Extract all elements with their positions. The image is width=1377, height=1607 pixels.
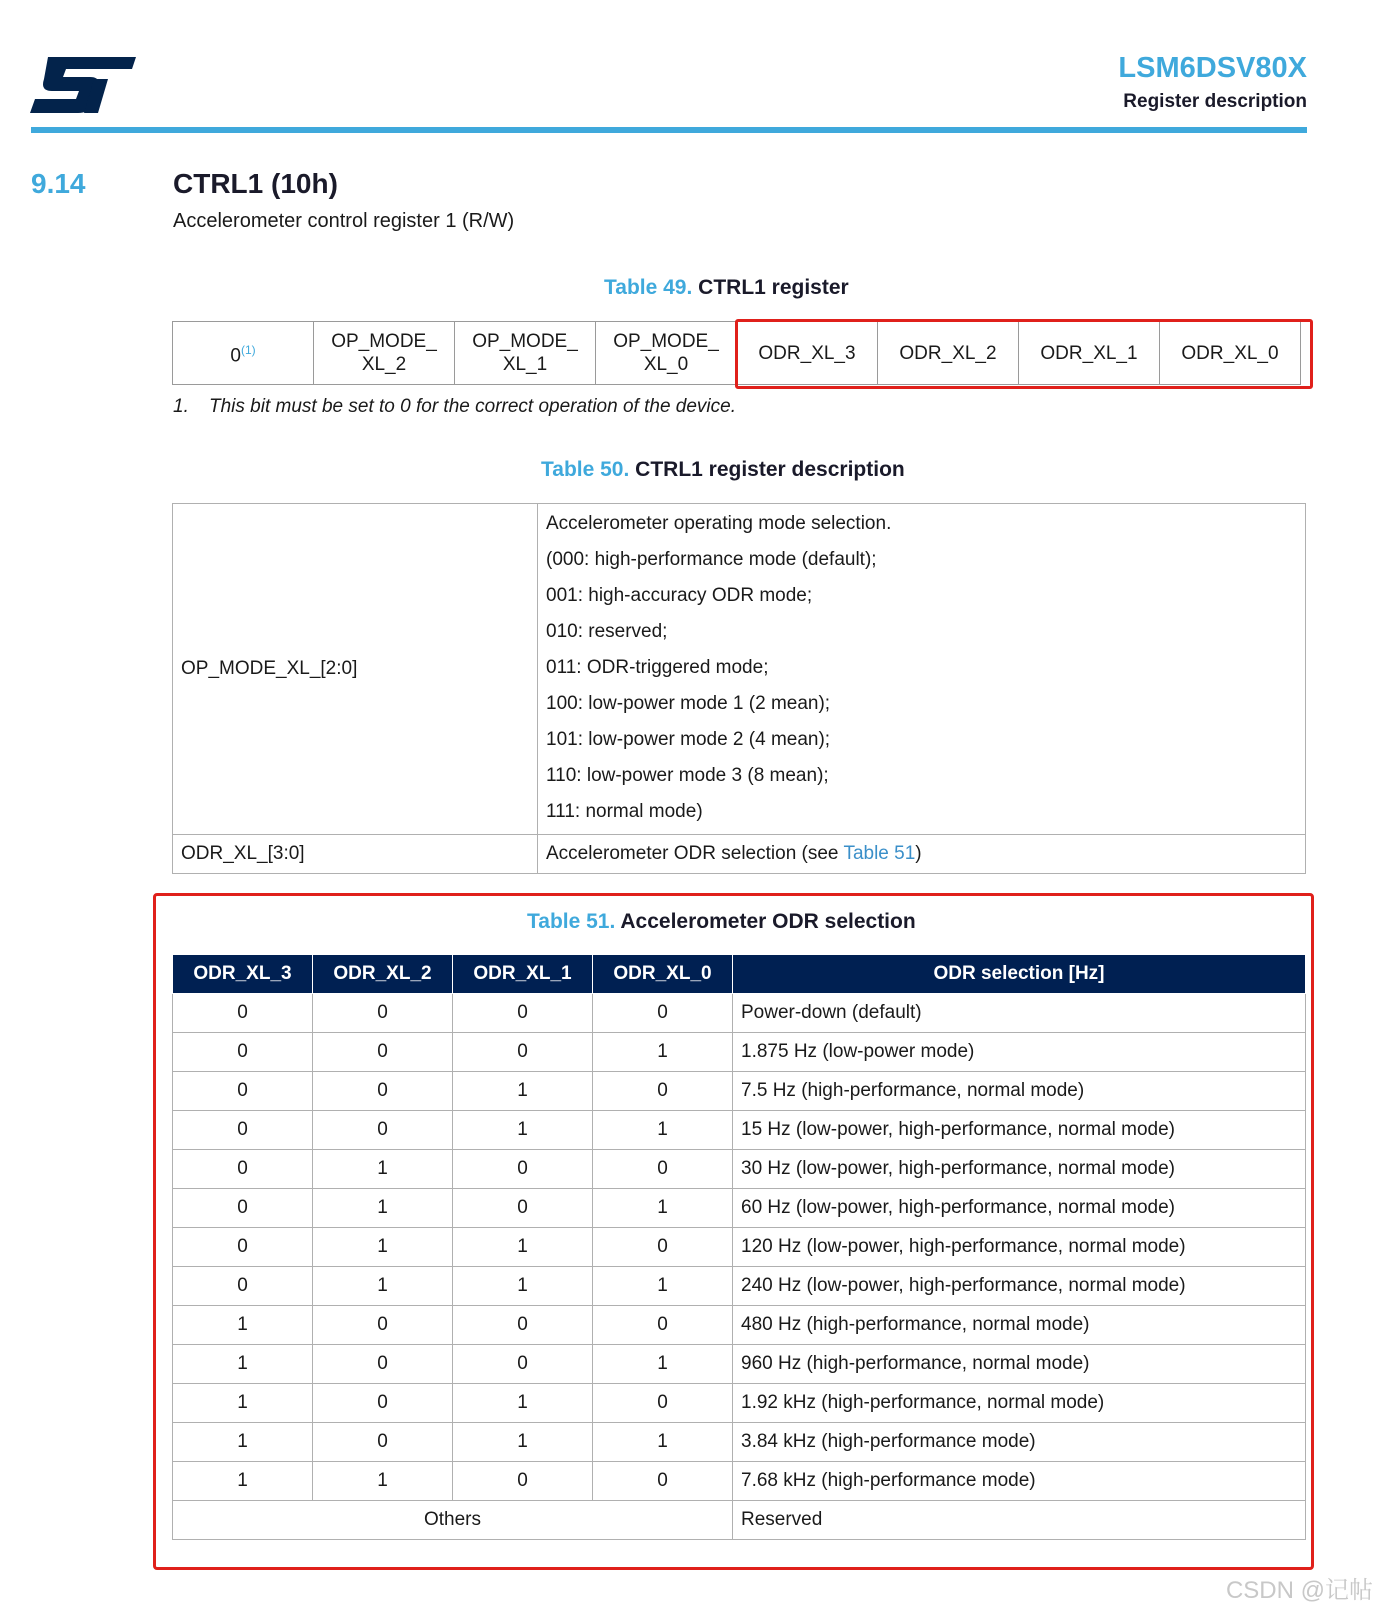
op-mode-line: 010: reserved;	[546, 621, 668, 642]
table50-caption-number: Table 50.	[541, 458, 630, 481]
bit5-label-line1: OP_MODE_	[472, 331, 578, 352]
odr-cell: Power-down (default)	[733, 994, 1306, 1033]
bit-cell: 1	[173, 1384, 313, 1423]
bit-cell: 1	[453, 1384, 593, 1423]
column-header: ODR_XL_0	[593, 955, 733, 994]
bit-cell: 0	[313, 1072, 453, 1111]
table49-caption-number: Table 49.	[604, 276, 693, 299]
bit-cell: 0	[313, 1345, 453, 1384]
bit-cell: 1	[173, 1345, 313, 1384]
footnote-ref[interactable]: (1)	[240, 342, 256, 357]
odr-cell: 60 Hz (low-power, high-performance, normal mode)	[733, 1189, 1306, 1228]
table-row	[173, 1228, 1306, 1267]
table-row	[173, 1345, 1306, 1384]
bit-cell: 0	[593, 1462, 733, 1501]
odr-cell: 480 Hz (high-performance, normal mode)	[733, 1306, 1306, 1345]
odr-selection-table	[172, 954, 1306, 1540]
table49-caption	[604, 276, 849, 300]
op-mode-line: 101: low-power mode 2 (4 mean);	[546, 729, 831, 750]
op-mode-row	[173, 504, 1306, 835]
bit-cell: 0	[453, 1189, 593, 1228]
bit-cell: 1	[593, 1345, 733, 1384]
bit2-cell: ODR_XL_2	[878, 322, 1019, 385]
bit-cell: 0	[313, 994, 453, 1033]
op-mode-line: 110: low-power mode 3 (8 mean);	[546, 765, 829, 786]
bit-cell: 1	[593, 1111, 733, 1150]
product-name: LSM6DSV80X	[1118, 52, 1307, 84]
footnote-text: This bit must be set to 0 for the correct operation of the device.	[209, 396, 736, 417]
column-header: ODR_XL_1	[453, 955, 593, 994]
bit-cell: 1	[173, 1306, 313, 1345]
bit-cell: 0	[453, 994, 593, 1033]
bit-cell: 0	[173, 1267, 313, 1306]
table50-caption-text: CTRL1 register description	[635, 458, 905, 481]
odr-bits-highlight	[735, 319, 1313, 389]
odr-cell: 30 Hz (low-power, high-performance, normal mode)	[733, 1150, 1306, 1189]
bit-cell: 0	[313, 1306, 453, 1345]
table-header-row	[173, 955, 1306, 994]
table-row	[173, 1267, 1306, 1306]
bit-cell: 0	[453, 1150, 593, 1189]
odr-cell: 1.92 kHz (high-performance, normal mode)	[733, 1384, 1306, 1423]
odr-cell: 3.84 kHz (high-performance mode)	[733, 1423, 1306, 1462]
odr-cell: 1.875 Hz (low-power mode)	[733, 1033, 1306, 1072]
bit-cell: 1	[453, 1423, 593, 1462]
table-row	[173, 994, 1306, 1033]
header-section-name: Register description	[1123, 91, 1307, 112]
footnote-number: 1.	[173, 396, 189, 417]
bit5-label-line2: XL_1	[502, 354, 548, 375]
bit5-cell	[455, 322, 596, 385]
table-row	[173, 1189, 1306, 1228]
bit-cell: 0	[173, 1189, 313, 1228]
odr-cell: 7.5 Hz (high-performance, normal mode)	[733, 1072, 1306, 1111]
bit-cell: 0	[173, 1033, 313, 1072]
op-mode-line: 011: ODR-triggered mode;	[546, 657, 769, 678]
table-row	[173, 1150, 1306, 1189]
bit-cell: 0	[313, 1384, 453, 1423]
bit-cell: 1	[453, 1267, 593, 1306]
table51-caption-number: Table 51.	[527, 910, 616, 933]
bit-cell: 1	[593, 1033, 733, 1072]
odr-row	[173, 835, 1306, 874]
bit4-label-line1: OP_MODE_	[613, 331, 719, 352]
bit6-cell	[314, 322, 455, 385]
table49-caption-text: CTRL1 register	[698, 276, 849, 299]
bit-cell: 0	[313, 1111, 453, 1150]
bit-cell: 1	[313, 1462, 453, 1501]
bit-cell: 0	[173, 1150, 313, 1189]
others-value: Reserved	[733, 1501, 1306, 1540]
watermark: CSDN @记帖	[1225, 1577, 1373, 1604]
op-mode-line: 100: low-power mode 1 (2 mean);	[546, 693, 831, 714]
table51-link[interactable]: Table 51	[843, 843, 916, 864]
table51-caption	[527, 910, 916, 934]
bit4-cell	[596, 322, 737, 385]
odr-description	[538, 835, 1306, 874]
bit-cell: 0	[453, 1462, 593, 1501]
odr-cell: 7.68 kHz (high-performance mode)	[733, 1462, 1306, 1501]
others-label: Others	[173, 1501, 733, 1540]
table-row	[173, 1111, 1306, 1150]
st-logo	[28, 55, 136, 113]
bit-cell: 0	[453, 1033, 593, 1072]
table-row	[173, 1384, 1306, 1423]
column-header: ODR_XL_2	[313, 955, 453, 994]
bit-cell: 1	[313, 1150, 453, 1189]
bit-cell: 0	[313, 1033, 453, 1072]
op-mode-line: 001: high-accuracy ODR mode;	[546, 585, 813, 606]
table-row	[173, 1072, 1306, 1111]
odr-cell: 15 Hz (low-power, high-performance, normal mode)	[733, 1111, 1306, 1150]
bit3-cell: ODR_XL_3	[737, 322, 878, 385]
bit-cell: 0	[453, 1306, 593, 1345]
op-mode-line: (000: high-performance mode (default);	[546, 549, 877, 570]
bit-cell: 0	[173, 1111, 313, 1150]
bit0-cell: ODR_XL_0	[1160, 322, 1301, 385]
bit7-cell	[173, 322, 314, 385]
bit-cell: 0	[593, 1150, 733, 1189]
bit-cell: 1	[593, 1423, 733, 1462]
ctrl1-description-table	[172, 503, 1306, 874]
bit-cell: 0	[173, 1072, 313, 1111]
table-row	[173, 1423, 1306, 1462]
bit-cell: 1	[313, 1228, 453, 1267]
table-row	[173, 1462, 1306, 1501]
table50-caption	[541, 458, 905, 482]
odr-cell: 960 Hz (high-performance, normal mode)	[733, 1345, 1306, 1384]
section-title: CTRL1 (10h)	[173, 168, 338, 199]
table-row	[173, 1033, 1306, 1072]
op-mode-description	[538, 504, 1306, 835]
op-mode-line: 111: normal mode)	[546, 801, 703, 822]
bit-cell: 0	[453, 1345, 593, 1384]
bit-cell: 1	[313, 1189, 453, 1228]
others-row	[173, 1501, 1306, 1540]
bit-cell: 1	[593, 1267, 733, 1306]
bit-cell: 0	[313, 1423, 453, 1462]
bit6-label-line2: XL_2	[361, 354, 407, 375]
bit-cell: 1	[313, 1267, 453, 1306]
bit-cell: 0	[173, 994, 313, 1033]
section-number: 9.14	[31, 168, 86, 199]
header-divider	[31, 127, 1307, 133]
bit7-label: 0	[230, 345, 241, 367]
bit-cell: 0	[593, 1306, 733, 1345]
odr-field: ODR_XL_[3:0]	[173, 835, 538, 874]
odr-description-text: Accelerometer ODR selection (see	[546, 843, 844, 864]
bit-cell: 0	[593, 1228, 733, 1267]
op-mode-line: Accelerometer operating mode selection.	[546, 513, 892, 534]
op-mode-field: OP_MODE_XL_[2:0]	[173, 504, 538, 835]
bit-cell: 1	[173, 1462, 313, 1501]
bit-cell: 0	[593, 1072, 733, 1111]
table-row	[173, 1306, 1306, 1345]
bit-cell: 0	[173, 1228, 313, 1267]
table51-caption-text: Accelerometer ODR selection	[620, 910, 916, 933]
odr-description-close: )	[915, 843, 922, 864]
bit-cell: 1	[453, 1228, 593, 1267]
column-header: ODR_XL_3	[173, 955, 313, 994]
section-subtitle: Accelerometer control register 1 (R/W)	[173, 210, 515, 232]
table49-footnote	[173, 396, 736, 418]
bit-cell: 0	[593, 994, 733, 1033]
bit4-label-line2: XL_0	[643, 354, 689, 375]
bit6-label-line1: OP_MODE_	[331, 331, 437, 352]
bit1-cell: ODR_XL_1	[1019, 322, 1160, 385]
odr-cell: 240 Hz (low-power, high-performance, normal mode)	[733, 1267, 1306, 1306]
odr-cell: 120 Hz (low-power, high-performance, normal mode)	[733, 1228, 1306, 1267]
bit-cell: 1	[593, 1189, 733, 1228]
bit-cell: 1	[173, 1423, 313, 1462]
bit-cell: 1	[453, 1111, 593, 1150]
bit-cell: 1	[453, 1072, 593, 1111]
bit-cell: 0	[593, 1384, 733, 1423]
column-header: ODR selection [Hz]	[733, 955, 1306, 994]
